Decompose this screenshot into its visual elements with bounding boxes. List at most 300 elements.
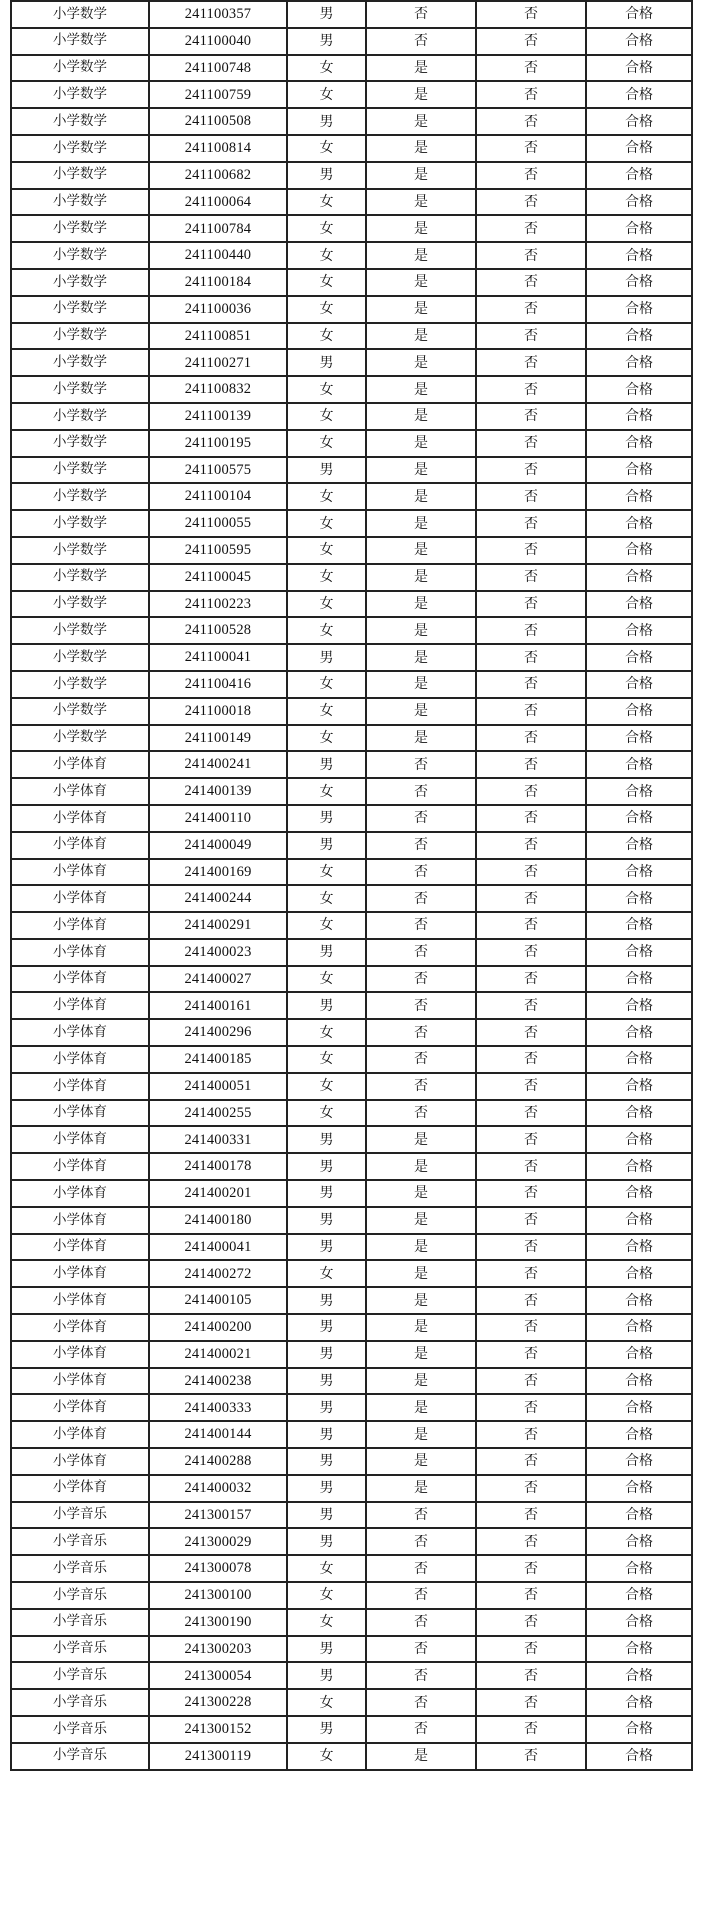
flag1-cell: 否 (366, 751, 476, 778)
flag1-cell: 否 (366, 939, 476, 966)
gender-cell: 女 (287, 1689, 366, 1716)
subject-cell: 小学体育 (11, 1019, 149, 1046)
table-row (11, 1019, 692, 1046)
flag2-cell: 否 (476, 1260, 586, 1287)
subject-cell: 小学数学 (11, 617, 149, 644)
table-row (11, 859, 692, 886)
flag2-cell: 否 (476, 296, 586, 323)
flag1-cell: 是 (366, 1287, 476, 1314)
subject-cell: 小学体育 (11, 1153, 149, 1180)
flag2-cell: 否 (476, 1716, 586, 1743)
flag1-cell: 否 (366, 1662, 476, 1689)
flag2-cell: 否 (476, 859, 586, 886)
result-cell: 合格 (586, 1046, 692, 1073)
gender-cell: 男 (287, 1153, 366, 1180)
subject-cell: 小学体育 (11, 1100, 149, 1127)
gender-cell: 女 (287, 81, 366, 108)
flag2-cell: 否 (476, 1180, 586, 1207)
flag1-cell: 否 (366, 778, 476, 805)
gender-cell: 女 (287, 403, 366, 430)
flag2-cell: 否 (476, 805, 586, 832)
flag1-cell: 是 (366, 269, 476, 296)
subject-cell: 小学数学 (11, 55, 149, 82)
table-row (11, 483, 692, 510)
table-row (11, 939, 692, 966)
result-cell: 合格 (586, 671, 692, 698)
subject-cell: 小学体育 (11, 992, 149, 1019)
flag2-cell: 否 (476, 1314, 586, 1341)
result-cell: 合格 (586, 1234, 692, 1261)
candidate-id-cell: 241400051 (149, 1073, 287, 1100)
table-row (11, 162, 692, 189)
flag2-cell: 否 (476, 1502, 586, 1529)
table-row (11, 1, 692, 28)
table-row (11, 832, 692, 859)
flag2-cell: 否 (476, 1448, 586, 1475)
flag2-cell: 否 (476, 1019, 586, 1046)
table-row (11, 1528, 692, 1555)
result-cell: 合格 (586, 992, 692, 1019)
flag2-cell: 否 (476, 1207, 586, 1234)
gender-cell: 女 (287, 1046, 366, 1073)
gender-cell: 男 (287, 162, 366, 189)
subject-cell: 小学体育 (11, 1475, 149, 1502)
subject-cell: 小学体育 (11, 1046, 149, 1073)
candidate-id-cell: 241300157 (149, 1502, 287, 1529)
result-cell: 合格 (586, 28, 692, 55)
table-row (11, 591, 692, 618)
gender-cell: 男 (287, 1, 366, 28)
candidate-id-cell: 241400110 (149, 805, 287, 832)
result-cell: 合格 (586, 1716, 692, 1743)
result-cell: 合格 (586, 698, 692, 725)
candidate-id-cell: 241400296 (149, 1019, 287, 1046)
flag2-cell: 否 (476, 242, 586, 269)
flag2-cell: 否 (476, 1153, 586, 1180)
flag2-cell: 否 (476, 1287, 586, 1314)
table-row (11, 778, 692, 805)
subject-cell: 小学数学 (11, 725, 149, 752)
flag2-cell: 否 (476, 1528, 586, 1555)
gender-cell: 女 (287, 269, 366, 296)
candidate-id-cell: 241100149 (149, 725, 287, 752)
candidate-id-cell: 241400032 (149, 1475, 287, 1502)
table-row (11, 1502, 692, 1529)
flag2-cell: 否 (476, 403, 586, 430)
flag1-cell: 是 (366, 617, 476, 644)
gender-cell: 女 (287, 564, 366, 591)
flag2-cell: 否 (476, 671, 586, 698)
flag2-cell: 否 (476, 189, 586, 216)
candidate-id-cell: 241100682 (149, 162, 287, 189)
result-cell: 合格 (586, 1394, 692, 1421)
flag2-cell: 否 (476, 135, 586, 162)
subject-cell: 小学数学 (11, 81, 149, 108)
candidate-id-cell: 241100416 (149, 671, 287, 698)
gender-cell: 男 (287, 1662, 366, 1689)
table-row (11, 55, 692, 82)
flag2-cell: 否 (476, 1636, 586, 1663)
gender-cell: 男 (287, 1341, 366, 1368)
table-row (11, 1716, 692, 1743)
result-cell: 合格 (586, 1073, 692, 1100)
table-row (11, 725, 692, 752)
result-cell: 合格 (586, 403, 692, 430)
candidate-id-cell: 241400291 (149, 912, 287, 939)
table-row (11, 1287, 692, 1314)
flag1-cell: 是 (366, 135, 476, 162)
candidate-id-cell: 241100104 (149, 483, 287, 510)
candidate-id-cell: 241300203 (149, 1636, 287, 1663)
subject-cell: 小学数学 (11, 644, 149, 671)
table-row (11, 751, 692, 778)
table-row (11, 242, 692, 269)
flag1-cell: 是 (366, 1341, 476, 1368)
subject-cell: 小学体育 (11, 885, 149, 912)
candidate-id-cell: 241300228 (149, 1689, 287, 1716)
gender-cell: 女 (287, 296, 366, 323)
gender-cell: 男 (287, 1421, 366, 1448)
candidate-id-cell: 241400238 (149, 1368, 287, 1395)
flag1-cell: 是 (366, 1207, 476, 1234)
flag2-cell: 否 (476, 992, 586, 1019)
gender-cell: 女 (287, 483, 366, 510)
subject-cell: 小学音乐 (11, 1743, 149, 1770)
subject-cell: 小学数学 (11, 537, 149, 564)
candidate-id-cell: 241400185 (149, 1046, 287, 1073)
candidate-id-cell: 241300152 (149, 1716, 287, 1743)
gender-cell: 女 (287, 1609, 366, 1636)
result-cell: 合格 (586, 859, 692, 886)
flag1-cell: 否 (366, 1582, 476, 1609)
subject-cell: 小学音乐 (11, 1689, 149, 1716)
flag2-cell: 否 (476, 510, 586, 537)
flag2-cell: 否 (476, 162, 586, 189)
gender-cell: 女 (287, 430, 366, 457)
table-row (11, 1689, 692, 1716)
flag1-cell: 否 (366, 966, 476, 993)
table-row (11, 1475, 692, 1502)
result-cell: 合格 (586, 939, 692, 966)
gender-cell: 男 (287, 1716, 366, 1743)
result-cell: 合格 (586, 1314, 692, 1341)
result-cell: 合格 (586, 1153, 692, 1180)
candidate-id-cell: 241400105 (149, 1287, 287, 1314)
table-row (11, 1207, 692, 1234)
candidate-id-cell: 241100045 (149, 564, 287, 591)
subject-cell: 小学体育 (11, 1073, 149, 1100)
candidate-id-cell: 241100759 (149, 81, 287, 108)
table-row (11, 349, 692, 376)
subject-cell: 小学数学 (11, 483, 149, 510)
table-row (11, 457, 692, 484)
flag2-cell: 否 (476, 1394, 586, 1421)
candidate-id-cell: 241100508 (149, 108, 287, 135)
subject-cell: 小学数学 (11, 376, 149, 403)
table-row (11, 1100, 692, 1127)
table-row (11, 1341, 692, 1368)
flag2-cell: 否 (476, 1368, 586, 1395)
result-cell: 合格 (586, 644, 692, 671)
table-row (11, 885, 692, 912)
gender-cell: 男 (287, 1287, 366, 1314)
subject-cell: 小学体育 (11, 859, 149, 886)
subject-cell: 小学体育 (11, 1180, 149, 1207)
flag1-cell: 是 (366, 1475, 476, 1502)
result-cell: 合格 (586, 966, 692, 993)
flag2-cell: 否 (476, 1100, 586, 1127)
subject-cell: 小学体育 (11, 1314, 149, 1341)
subject-cell: 小学数学 (11, 564, 149, 591)
table-row (11, 108, 692, 135)
flag1-cell: 是 (366, 376, 476, 403)
result-cell: 合格 (586, 617, 692, 644)
candidate-id-cell: 241300190 (149, 1609, 287, 1636)
result-cell: 合格 (586, 135, 692, 162)
result-cell: 合格 (586, 349, 692, 376)
subject-cell: 小学数学 (11, 510, 149, 537)
candidate-id-cell: 241100223 (149, 591, 287, 618)
flag2-cell: 否 (476, 323, 586, 350)
gender-cell: 男 (287, 1528, 366, 1555)
result-cell: 合格 (586, 55, 692, 82)
subject-cell: 小学数学 (11, 215, 149, 242)
flag2-cell: 否 (476, 1234, 586, 1261)
flag2-cell: 否 (476, 1046, 586, 1073)
result-cell: 合格 (586, 1662, 692, 1689)
table-row (11, 269, 692, 296)
gender-cell: 男 (287, 1234, 366, 1261)
result-cell: 合格 (586, 537, 692, 564)
subject-cell: 小学音乐 (11, 1716, 149, 1743)
table-row (11, 805, 692, 832)
flag1-cell: 否 (366, 1019, 476, 1046)
table-row (11, 403, 692, 430)
candidate-id-cell: 241300054 (149, 1662, 287, 1689)
flag2-cell: 否 (476, 1, 586, 28)
gender-cell: 男 (287, 1448, 366, 1475)
result-cell: 合格 (586, 591, 692, 618)
flag2-cell: 否 (476, 1341, 586, 1368)
candidate-id-cell: 241300029 (149, 1528, 287, 1555)
result-cell: 合格 (586, 1502, 692, 1529)
table-row (11, 992, 692, 1019)
gender-cell: 女 (287, 617, 366, 644)
subject-cell: 小学体育 (11, 832, 149, 859)
subject-cell: 小学体育 (11, 1260, 149, 1287)
subject-cell: 小学数学 (11, 671, 149, 698)
subject-cell: 小学体育 (11, 1126, 149, 1153)
gender-cell: 女 (287, 323, 366, 350)
result-cell: 合格 (586, 81, 692, 108)
flag1-cell: 是 (366, 81, 476, 108)
subject-cell: 小学体育 (11, 1287, 149, 1314)
gender-cell: 女 (287, 376, 366, 403)
subject-cell: 小学数学 (11, 323, 149, 350)
flag2-cell: 否 (476, 1421, 586, 1448)
flag1-cell: 是 (366, 215, 476, 242)
table-row (11, 430, 692, 457)
gender-cell: 男 (287, 1502, 366, 1529)
gender-cell: 男 (287, 939, 366, 966)
table-row (11, 215, 692, 242)
flag1-cell: 是 (366, 457, 476, 484)
candidate-id-cell: 241100814 (149, 135, 287, 162)
subject-cell: 小学音乐 (11, 1582, 149, 1609)
subject-cell: 小学数学 (11, 108, 149, 135)
table-row (11, 1394, 692, 1421)
result-cell: 合格 (586, 510, 692, 537)
flag1-cell: 否 (366, 1, 476, 28)
flag1-cell: 否 (366, 1502, 476, 1529)
gender-cell: 男 (287, 1126, 366, 1153)
gender-cell: 女 (287, 510, 366, 537)
result-cell: 合格 (586, 1689, 692, 1716)
flag1-cell: 是 (366, 1448, 476, 1475)
flag2-cell: 否 (476, 1743, 586, 1770)
gender-cell: 女 (287, 778, 366, 805)
candidate-id-cell: 241400180 (149, 1207, 287, 1234)
gender-cell: 男 (287, 28, 366, 55)
flag1-cell: 是 (366, 483, 476, 510)
result-cell: 合格 (586, 832, 692, 859)
subject-cell: 小学体育 (11, 966, 149, 993)
candidate-id-cell: 241400021 (149, 1341, 287, 1368)
subject-cell: 小学体育 (11, 1448, 149, 1475)
gender-cell: 男 (287, 1207, 366, 1234)
result-cell: 合格 (586, 1528, 692, 1555)
candidate-id-cell: 241400333 (149, 1394, 287, 1421)
gender-cell: 女 (287, 591, 366, 618)
flag1-cell: 是 (366, 55, 476, 82)
flag2-cell: 否 (476, 564, 586, 591)
subject-cell: 小学音乐 (11, 1502, 149, 1529)
flag1-cell: 是 (366, 242, 476, 269)
flag2-cell: 否 (476, 1582, 586, 1609)
flag1-cell: 否 (366, 859, 476, 886)
subject-cell: 小学数学 (11, 162, 149, 189)
candidate-id-cell: 241100440 (149, 242, 287, 269)
table-row (11, 1126, 692, 1153)
subject-cell: 小学数学 (11, 349, 149, 376)
flag2-cell: 否 (476, 1555, 586, 1582)
flag2-cell: 否 (476, 430, 586, 457)
flag1-cell: 是 (366, 403, 476, 430)
flag1-cell: 否 (366, 1555, 476, 1582)
gender-cell: 男 (287, 1180, 366, 1207)
result-cell: 合格 (586, 1609, 692, 1636)
result-cell: 合格 (586, 1, 692, 28)
flag1-cell: 是 (366, 1394, 476, 1421)
subject-cell: 小学数学 (11, 135, 149, 162)
table-row (11, 81, 692, 108)
gender-cell: 男 (287, 1636, 366, 1663)
table-row (11, 1234, 692, 1261)
result-cell: 合格 (586, 242, 692, 269)
gender-cell: 女 (287, 912, 366, 939)
candidate-id-cell: 241100184 (149, 269, 287, 296)
table-row (11, 1314, 692, 1341)
candidate-id-cell: 241100748 (149, 55, 287, 82)
result-cell: 合格 (586, 1100, 692, 1127)
result-cell: 合格 (586, 296, 692, 323)
subject-cell: 小学体育 (11, 1421, 149, 1448)
result-cell: 合格 (586, 430, 692, 457)
gender-cell: 女 (287, 966, 366, 993)
flag2-cell: 否 (476, 751, 586, 778)
result-cell: 合格 (586, 751, 692, 778)
result-cell: 合格 (586, 269, 692, 296)
result-cell: 合格 (586, 1260, 692, 1287)
gender-cell: 男 (287, 108, 366, 135)
table-row (11, 1636, 692, 1663)
table-row (11, 1582, 692, 1609)
result-cell: 合格 (586, 1743, 692, 1770)
flag2-cell: 否 (476, 537, 586, 564)
gender-cell: 女 (287, 189, 366, 216)
flag1-cell: 是 (366, 591, 476, 618)
gender-cell: 女 (287, 1260, 366, 1287)
table-row (11, 537, 692, 564)
result-cell: 合格 (586, 885, 692, 912)
gender-cell: 男 (287, 832, 366, 859)
gender-cell: 女 (287, 537, 366, 564)
flag1-cell: 是 (366, 644, 476, 671)
flag2-cell: 否 (476, 591, 586, 618)
table-row (11, 1046, 692, 1073)
flag2-cell: 否 (476, 644, 586, 671)
flag1-cell: 是 (366, 1743, 476, 1770)
flag1-cell: 否 (366, 805, 476, 832)
flag2-cell: 否 (476, 1073, 586, 1100)
table-row (11, 1368, 692, 1395)
flag2-cell: 否 (476, 617, 586, 644)
flag2-cell: 否 (476, 1662, 586, 1689)
table-row (11, 28, 692, 55)
candidate-id-cell: 241400023 (149, 939, 287, 966)
candidate-id-cell: 241100575 (149, 457, 287, 484)
candidate-id-cell: 241100036 (149, 296, 287, 323)
subject-cell: 小学数学 (11, 430, 149, 457)
table-row (11, 617, 692, 644)
flag2-cell: 否 (476, 832, 586, 859)
candidate-id-cell: 241400241 (149, 751, 287, 778)
gender-cell: 男 (287, 805, 366, 832)
gender-cell: 女 (287, 1555, 366, 1582)
table-row (11, 564, 692, 591)
flag2-cell: 否 (476, 28, 586, 55)
candidate-id-cell: 241100055 (149, 510, 287, 537)
result-cell: 合格 (586, 778, 692, 805)
result-cell: 合格 (586, 162, 692, 189)
gender-cell: 女 (287, 885, 366, 912)
candidate-id-cell: 241400049 (149, 832, 287, 859)
result-cell: 合格 (586, 376, 692, 403)
flag1-cell: 否 (366, 1046, 476, 1073)
result-cell: 合格 (586, 457, 692, 484)
candidate-id-cell: 241100040 (149, 28, 287, 55)
result-cell: 合格 (586, 1555, 692, 1582)
subject-cell: 小学数学 (11, 591, 149, 618)
subject-cell: 小学体育 (11, 1207, 149, 1234)
result-cell: 合格 (586, 1448, 692, 1475)
subject-cell: 小学数学 (11, 269, 149, 296)
gender-cell: 男 (287, 457, 366, 484)
result-cell: 合格 (586, 483, 692, 510)
result-cell: 合格 (586, 564, 692, 591)
candidate-id-cell: 241300119 (149, 1743, 287, 1770)
subject-cell: 小学体育 (11, 751, 149, 778)
